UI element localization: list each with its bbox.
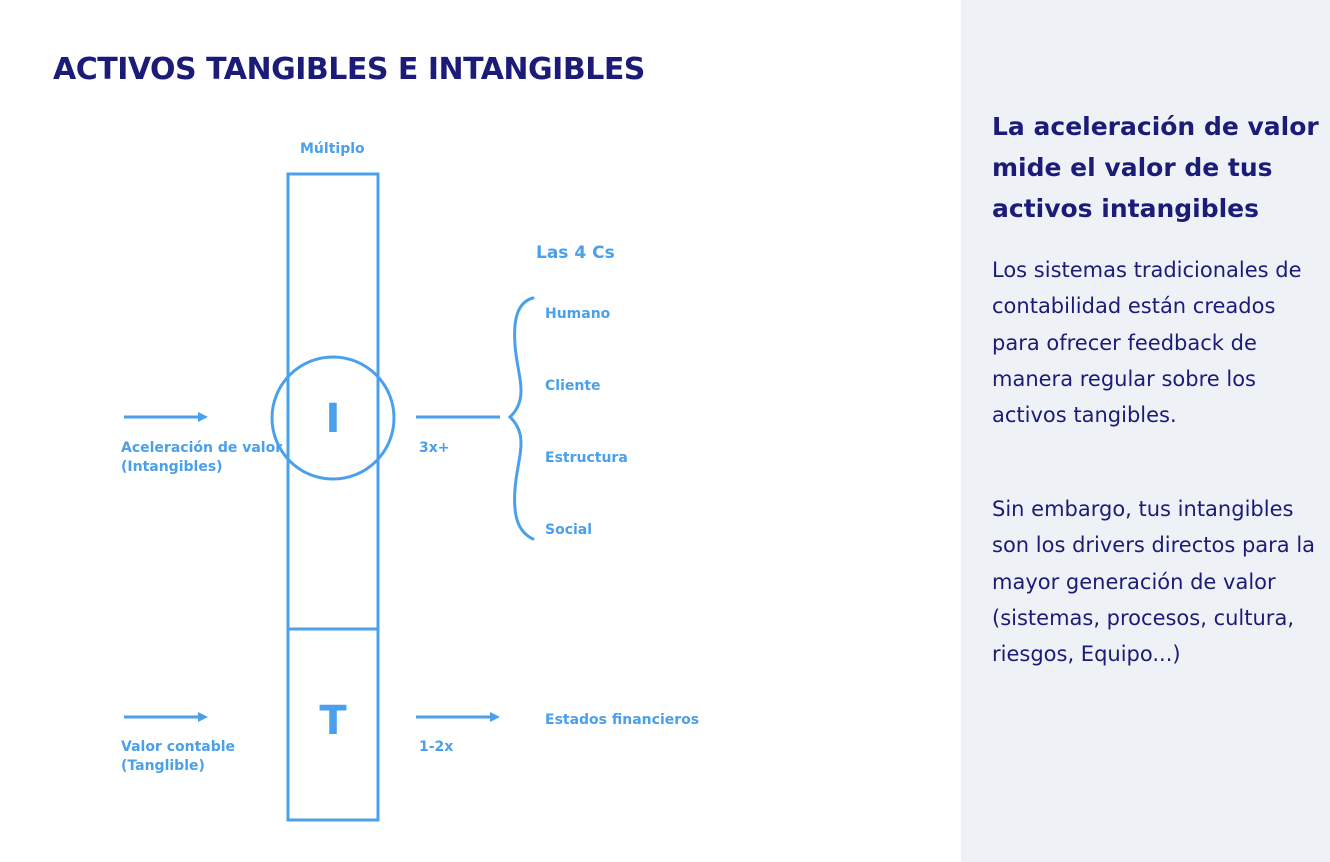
intangible-letter: I	[325, 396, 341, 442]
tangible-input-label: Valor contable (Tanglible)	[121, 739, 236, 774]
four-cs-item-social: Social	[545, 522, 593, 538]
multiplier-label: Múltiplo	[300, 141, 365, 157]
intangible-multiple-label: 3x+	[419, 440, 450, 456]
sidebar-heading: La aceleración de valor mide el valor de tus activos intangibles	[992, 112, 1319, 223]
sidebar-paragraph-2: Sin embargo, tus intangibles son los drivers directos para la mayor generación de valor (sistemas, procesos, cultura, riesgos, Equipo...)	[992, 497, 1316, 667]
tangible-output-label: Estados financieros	[545, 712, 700, 728]
tangible-multiple-label: 1-2x	[419, 739, 454, 755]
sidebar-paragraph-1: Los sistemas tradicionales de contabilidad están creados para ofrecer feedback de manera regular sobre los activos tangibles.	[992, 258, 1302, 428]
page-title: ACTIVOS TANGIBLES E INTANGIBLES	[53, 52, 645, 87]
intangible-input-label: Aceleración de valor (Intangibles)	[121, 440, 283, 475]
four-cs-item-estructura: Estructura	[545, 450, 628, 466]
tangible-letter: T	[319, 698, 347, 744]
four-cs-item-cliente: Cliente	[545, 378, 601, 394]
four-cs-item-humano: Humano	[545, 306, 611, 322]
four-cs-brace	[510, 298, 533, 539]
four-cs-title: Las 4 Cs	[536, 243, 615, 263]
